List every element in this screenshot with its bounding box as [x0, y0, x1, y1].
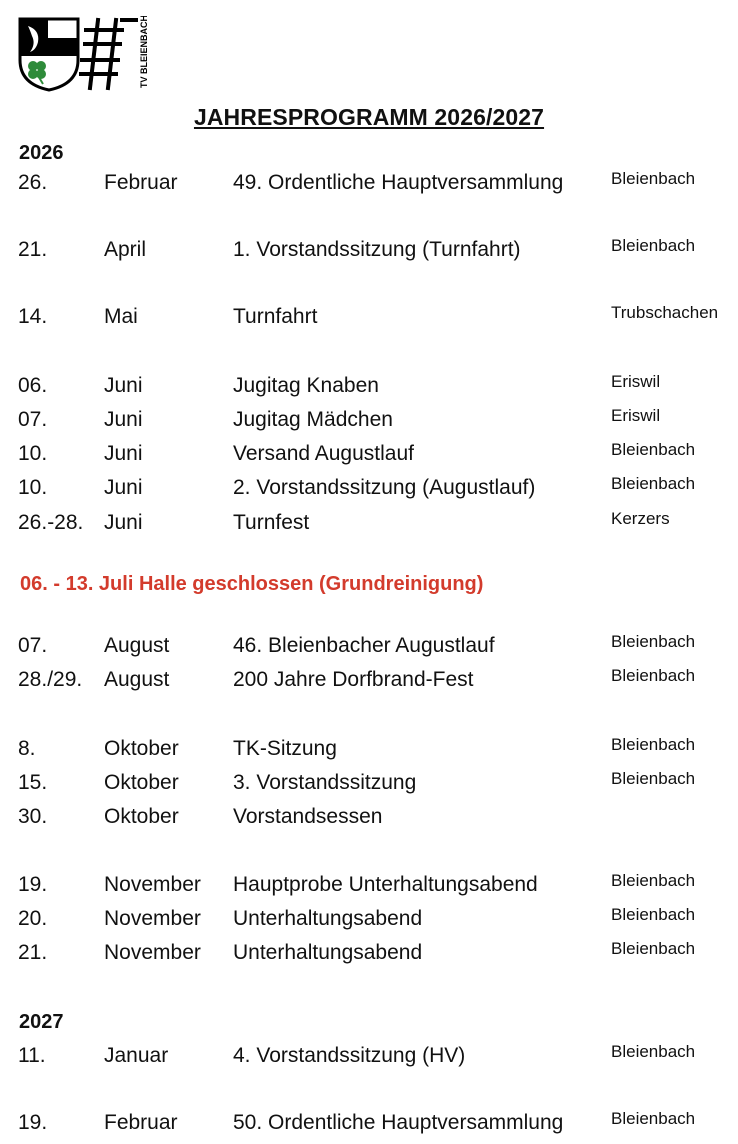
event-name: 49. Ordentliche Hauptversammlung [233, 171, 564, 194]
event-place: Bleienbach [611, 169, 696, 188]
event-name: Unterhaltungsabend [233, 907, 423, 930]
event-place: Bleienbach [611, 1109, 696, 1128]
hall-closed-notice: 06. - 13. Juli Halle geschlossen (Grundreinigung) [20, 573, 484, 595]
event-month: Juni [104, 476, 143, 499]
event-row [0, 511, 738, 541]
event-day: 28./29. [18, 668, 83, 691]
event-row [0, 442, 738, 472]
event-name: 2. Vorstandssitzung (Augustlauf) [233, 476, 536, 499]
event-place: Bleienbach [611, 236, 696, 255]
event-row [0, 805, 738, 835]
event-name: Turnfahrt [233, 305, 318, 328]
event-name: Versand Augustlauf [233, 442, 414, 465]
event-month: Februar [104, 1111, 178, 1134]
event-name: 50. Ordentliche Hauptversammlung [233, 1111, 564, 1134]
event-row [0, 1044, 738, 1074]
event-name: 3. Vorstandssitzung [233, 771, 417, 794]
event-place: Bleienbach [611, 769, 696, 788]
year-heading-2026: 2026 [19, 142, 64, 164]
event-day: 15. [18, 771, 48, 794]
event-place: Bleienbach [611, 632, 696, 651]
event-day: 10. [18, 442, 48, 465]
page-title: JAHRESPROGRAMM 2026/2027 [193, 104, 545, 130]
event-row [0, 771, 738, 801]
event-day: 26.-28. [18, 511, 84, 534]
event-month: November [104, 907, 201, 930]
event-month: August [104, 668, 170, 691]
club-logo [18, 16, 154, 92]
event-month: Oktober [104, 771, 179, 794]
event-place: Bleienbach [611, 666, 696, 685]
event-place: Kerzers [611, 509, 670, 528]
event-name: Turnfest [233, 511, 310, 534]
event-row [0, 634, 738, 664]
event-month: November [104, 941, 201, 964]
event-day: 26. [18, 171, 48, 194]
event-month: August [104, 634, 170, 657]
event-row [0, 408, 738, 438]
event-place: Eriswil [611, 406, 661, 425]
event-name: Hauptprobe Unterhaltungsabend [233, 873, 538, 896]
event-place: Bleienbach [611, 735, 696, 754]
event-place: Trubschachen [611, 303, 719, 322]
event-month: Januar [104, 1044, 169, 1067]
event-row [0, 305, 738, 335]
event-day: 19. [18, 1111, 48, 1134]
year-heading-2027: 2027 [19, 1011, 64, 1033]
event-row [0, 238, 738, 268]
logo-text: TV BLEIENBACH [139, 16, 149, 88]
event-name: 46. Bleienbacher Augustlauf [233, 634, 495, 657]
event-name: Unterhaltungsabend [233, 941, 423, 964]
event-place: Bleienbach [611, 440, 696, 459]
event-name: Jugitag Mädchen [233, 408, 393, 431]
event-month: November [104, 873, 201, 896]
event-row [0, 476, 738, 506]
event-day: 07. [18, 634, 48, 657]
event-day: 30. [18, 805, 48, 828]
event-name: 200 Jahre Dorfbrand-Fest [233, 668, 474, 691]
event-row [0, 171, 738, 201]
event-day: 19. [18, 873, 48, 896]
event-row [0, 374, 738, 404]
event-day: 07. [18, 408, 48, 431]
event-month: Juni [104, 511, 143, 534]
event-row [0, 668, 738, 698]
event-day: 11. [18, 1044, 46, 1067]
event-place: Bleienbach [611, 939, 696, 958]
event-name: Jugitag Knaben [233, 374, 379, 397]
event-day: 21. [18, 238, 48, 261]
event-day: 20. [18, 907, 48, 930]
event-name: 1. Vorstandssitzung (Turnfahrt) [233, 238, 521, 261]
event-day: 06. [18, 374, 48, 397]
event-place: Eriswil [611, 372, 661, 391]
event-row [0, 1111, 738, 1141]
event-month: Mai [104, 305, 138, 328]
event-month: Juni [104, 442, 143, 465]
event-row [0, 737, 738, 767]
event-day: 10. [18, 476, 48, 499]
event-place: Bleienbach [611, 1042, 696, 1061]
event-place: Bleienbach [611, 871, 696, 890]
event-name: Vorstandsessen [233, 805, 383, 828]
event-day: 21. [18, 941, 48, 964]
event-name: 4. Vorstandssitzung (HV) [233, 1044, 466, 1067]
event-place: Bleienbach [611, 905, 696, 924]
event-day: 14. [18, 305, 48, 328]
event-month: Juni [104, 408, 143, 431]
turner-cross-icon [81, 20, 136, 88]
event-row [0, 941, 738, 971]
event-name: TK-Sitzung [233, 737, 337, 760]
event-month: Februar [104, 171, 178, 194]
event-month: Juni [104, 374, 143, 397]
event-month: April [104, 238, 147, 261]
event-month: Oktober [104, 737, 179, 760]
event-row [0, 873, 738, 903]
event-row [0, 907, 738, 937]
shield-crest-icon [18, 16, 154, 92]
event-place: Bleienbach [611, 474, 696, 493]
event-day: 8. [18, 737, 36, 760]
event-month: Oktober [104, 805, 179, 828]
